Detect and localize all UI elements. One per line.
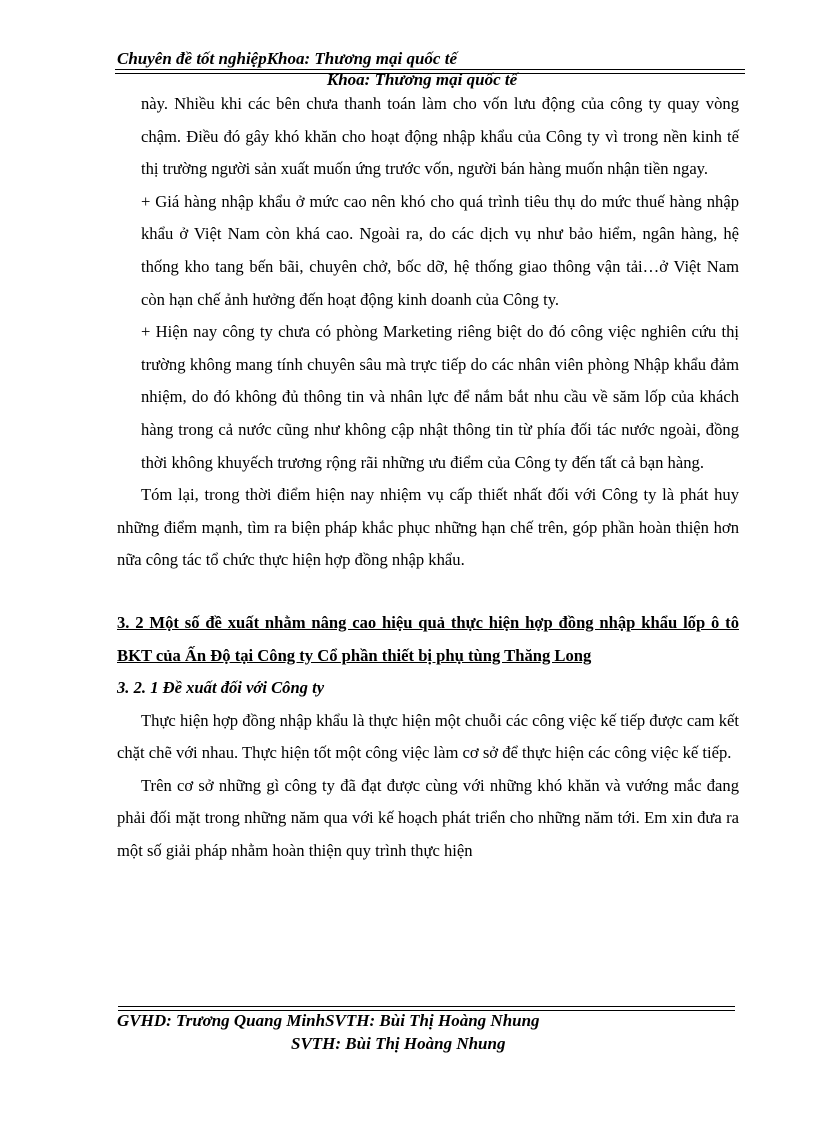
paragraph-contract-execution: Thực hiện hợp đồng nhập khẩu là thực hiện một chuỗi các công việc kế tiếp được cam kết chặt chẽ với nhau. Thực hiện tốt một công việc làm cơ sở để thực hiện các công việc kế tiếp. [117, 710, 739, 763]
document-body [117, 88, 739, 868]
footer-supervisor: GVHD: Trương Quang MinhSVTH: Bùi Thị Hoàng Nhung [117, 1011, 540, 1030]
section-heading: 3. 2 Một số đề xuất nhằm nâng cao hiệu quả thực hiện hợp đồng nhập khẩu lốp ô tô BKT của Ấn Độ tại Công ty Cổ phần thiết bị phụ tùng Thăng Long [117, 612, 739, 665]
paragraph-import-price: + Giá hàng nhập khẩu ở mức cao nên khó cho quá trình tiêu thụ do mức thuế hàng nhập khẩu ở Việt Nam còn khá cao. Ngoài ra, do các dịch vụ như bảo hiểm, ngân hàng, hệ thống kho tang bến bãi, chuyên chở, bốc dỡ, hệ thống giao thông vận tải…ở Việt Nam còn hạn chế ảnh hưởng đến hoạt động kinh doanh của Công ty. [141, 191, 739, 309]
paragraph-continuation: này. Nhiều khi các bên chưa thanh toán làm cho vốn lưu động của công ty quay vòng chậm. Điều đó gây khó khăn cho hoạt động nhập khẩu của Công ty vì trong nền kinh tế thị trường người sản xuất muốn ứng trước vốn, người bán hàng muốn nhận tiền ngay. [141, 94, 739, 179]
paragraph-marketing: + Hiện nay công ty chưa có phòng Marketing riêng biệt do đó công việc nghiên cứu thị trường không mang tính chuyên sâu mà trực tiếp do các nhân viên phòng Nhập khẩu đảm nhiệm, do đó không đủ thông tin và nhân lực để nắm bắt nhu cầu về săm lốp của khách hàng trong cả nước cũng như không cập nhật thông tin từ phía đối tác nước ngoài, đồng thời không khuyếch trương rộng rãi những ưu điểm của Công ty đến tất cả bạn hàng. [141, 322, 739, 472]
paragraph-proposals: Trên cơ sở những gì công ty đã đạt được cùng với những khó khăn và vướng mắc đang phải đối mặt trong những năm qua với kế hoạch phát triển cho những năm tới. Em xin đưa ra một số giải pháp nhằm hoàn thiện quy trình thực hiện [117, 775, 739, 861]
header-faculty: Khoa: Thương mại quốc tế [326, 70, 518, 89]
paragraph-summary: Tóm lại, trong thời điểm hiện nay nhiệm vụ cấp thiết nhất đối với Công ty là phát huy những điểm mạnh, tìm ra biện pháp khắc phục những hạn chế trên, góp phần hoàn thiện hơn nữa công tác tổ chức thực hiện hợp đồng nhập khẩu. [117, 485, 739, 570]
subsection-heading: 3. 2. 1 Đề xuất đối với Công ty [117, 678, 325, 698]
paragraph-gap [117, 577, 739, 607]
footer-student: SVTH: Bùi Thị Hoàng Nhung [291, 1034, 506, 1053]
header-title: Chuyên đề tốt nghiệpKhoa: Thương mại quốc tế [117, 49, 457, 68]
